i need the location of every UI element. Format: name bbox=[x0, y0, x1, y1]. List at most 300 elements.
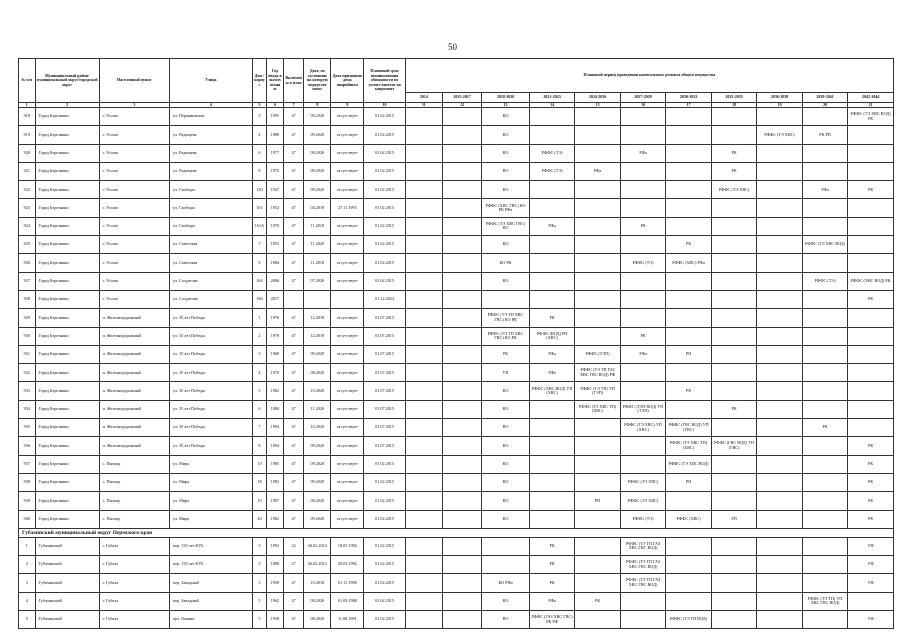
table-row bbox=[19, 217, 894, 235]
house-cell: 5 bbox=[252, 382, 266, 400]
wear-cell: 47 bbox=[283, 126, 304, 144]
plan-deadline-cell: 01.02.2015 bbox=[364, 181, 405, 199]
period-cell: РФФС (ТЭ ТП ХВС ГВС) КО РК bbox=[482, 327, 530, 345]
emergency-date-cell: 27.11.1993 bbox=[331, 199, 364, 217]
period-cell bbox=[848, 254, 894, 272]
period-cell bbox=[711, 537, 757, 555]
table-row bbox=[19, 364, 894, 382]
period-cell bbox=[529, 126, 575, 144]
period-cell bbox=[529, 108, 575, 126]
period-cell: РФа bbox=[802, 181, 848, 199]
year-cell: 1958 bbox=[267, 574, 284, 592]
period-cell: РФФС (ТЭ) bbox=[620, 510, 666, 528]
wear-cell: 47 bbox=[283, 181, 304, 199]
header-period-group: Плановый период проведения капитального ремонта общего имущества bbox=[405, 59, 893, 93]
period-cell bbox=[442, 400, 481, 418]
house-cell: 161 bbox=[252, 199, 266, 217]
header-plan-deadline: Плановый срок возникновения обязанности по уплате взносов на капремонт bbox=[364, 59, 405, 103]
year-cell: 1994 bbox=[267, 419, 284, 437]
period-cell bbox=[575, 199, 621, 217]
period-cell bbox=[666, 162, 712, 180]
period-cell bbox=[405, 592, 442, 610]
emergency-date-cell: отсутствует bbox=[331, 473, 364, 491]
period-cell: КО bbox=[482, 473, 530, 491]
period-cell bbox=[442, 327, 481, 345]
plan-deadline-cell: 01.02.2015 bbox=[364, 272, 405, 290]
year-cell: 2017 bbox=[267, 290, 284, 308]
period-cell bbox=[757, 217, 803, 235]
period-cell bbox=[405, 290, 442, 308]
period-cell bbox=[848, 217, 894, 235]
emergency-date-cell: отсутствует bbox=[331, 217, 364, 235]
period-cell: РФФС (ТЭ) bbox=[802, 272, 848, 290]
period-cell bbox=[442, 437, 481, 455]
row-number: 931 bbox=[19, 345, 36, 363]
period-cell bbox=[802, 382, 848, 400]
period-cell bbox=[711, 364, 757, 382]
period-cell: КО РФа bbox=[482, 574, 530, 592]
period-cell bbox=[848, 400, 894, 418]
settlement-cell: г. Усолье bbox=[99, 217, 169, 235]
row-number: 928 bbox=[19, 290, 36, 308]
period-cell: РФФС (ТЭ ХВС ТП) (ХВС) bbox=[666, 437, 712, 455]
period-cell bbox=[529, 236, 575, 254]
year-cell: 1976 bbox=[267, 309, 284, 327]
period-cell bbox=[529, 437, 575, 455]
emergency-date-cell: 18.05.1992 bbox=[331, 537, 364, 555]
period-cell bbox=[757, 181, 803, 199]
year-cell: 1962 bbox=[267, 592, 284, 610]
period-cell bbox=[405, 162, 442, 180]
condition-date-cell: 10.2020 bbox=[304, 419, 331, 437]
district-cell: Город Березники bbox=[35, 126, 99, 144]
period-cell bbox=[802, 537, 848, 555]
house-cell: 166 bbox=[252, 290, 266, 308]
period-cell: РФФС (ТЭ ТП ГАЗ ХВС ГВС ВОД) bbox=[620, 574, 666, 592]
condition-date-cell: 12.2018 bbox=[304, 309, 331, 327]
house-cell: 5 bbox=[252, 592, 266, 610]
wear-cell: 27 bbox=[283, 556, 304, 574]
settlement-cell: г. Губаха bbox=[99, 592, 169, 610]
period-cell bbox=[711, 108, 757, 126]
plan-deadline-cell: 01.02.2015 bbox=[364, 574, 405, 592]
period-cell bbox=[620, 126, 666, 144]
table-row bbox=[19, 492, 894, 510]
condition-date-cell: 26.02.2014 bbox=[304, 537, 331, 555]
period-cell: РК bbox=[529, 309, 575, 327]
settlement-cell: г. Губаха bbox=[99, 611, 169, 629]
period-cell bbox=[802, 144, 848, 162]
house-cell: 10 bbox=[252, 455, 266, 473]
condition-date-cell: 11.2018 bbox=[304, 254, 331, 272]
period-cell: РК bbox=[529, 574, 575, 592]
period-cell bbox=[575, 309, 621, 327]
period-cell bbox=[666, 199, 712, 217]
district-cell: Город Березники bbox=[35, 419, 99, 437]
period-cell bbox=[620, 611, 666, 629]
period-cell bbox=[711, 574, 757, 592]
column-number: 8 bbox=[304, 103, 331, 108]
period-cell bbox=[711, 327, 757, 345]
period-cell bbox=[848, 419, 894, 437]
plan-deadline-cell: 01.07.2015 bbox=[364, 309, 405, 327]
period-cell bbox=[757, 592, 803, 610]
period-cell bbox=[620, 108, 666, 126]
period-cell: УФ bbox=[848, 537, 894, 555]
settlement-cell: с. Пыскор bbox=[99, 492, 169, 510]
period-cell bbox=[757, 574, 803, 592]
period-cell bbox=[405, 611, 442, 629]
year-cell: 1992 bbox=[267, 537, 284, 555]
wear-cell bbox=[283, 290, 304, 308]
table-row bbox=[19, 236, 894, 254]
table-row bbox=[19, 574, 894, 592]
period-cell: РК bbox=[848, 510, 894, 528]
period-cell bbox=[666, 574, 712, 592]
wear-cell: 47 bbox=[283, 592, 304, 610]
period-cell bbox=[666, 364, 712, 382]
period-cell: РФФС (ТЭ ХВС ВОД) РК bbox=[848, 108, 894, 126]
district-cell: Город Березники bbox=[35, 492, 99, 510]
house-cell: 164 bbox=[252, 272, 266, 290]
period-cell bbox=[711, 217, 757, 235]
row-number: 1 bbox=[19, 537, 36, 555]
year-cell: 1995 bbox=[267, 108, 284, 126]
house-cell: 7 bbox=[252, 419, 266, 437]
period-cell bbox=[575, 254, 621, 272]
row-number: 940 bbox=[19, 510, 36, 528]
period-cell bbox=[620, 592, 666, 610]
district-cell: Город Березники bbox=[35, 327, 99, 345]
row-number: 922 bbox=[19, 181, 36, 199]
period-cell bbox=[711, 473, 757, 491]
house-cell: 5 bbox=[252, 611, 266, 629]
house-cell: 150 bbox=[252, 181, 266, 199]
period-cell: РФФС (ТЭ ТП ГАЗ ХВС ГВС ВОД) РФ bbox=[575, 364, 621, 382]
row-number: 924 bbox=[19, 217, 36, 235]
period-cell bbox=[666, 537, 712, 555]
header-settlement: Населенный пункт bbox=[99, 59, 169, 103]
district-cell: Город Березники bbox=[35, 345, 99, 363]
settlement-cell: г. Усолье bbox=[99, 108, 169, 126]
period-cell bbox=[575, 510, 621, 528]
wear-cell: 22 bbox=[283, 537, 304, 555]
period-cell bbox=[757, 327, 803, 345]
wear-cell: 47 bbox=[283, 144, 304, 162]
year-cell: 1988 bbox=[267, 556, 284, 574]
district-cell: Город Березники bbox=[35, 473, 99, 491]
period-cell bbox=[405, 199, 442, 217]
emergency-date-cell: отсутствует bbox=[331, 309, 364, 327]
column-number: 12 bbox=[442, 103, 481, 108]
period-cell: РК РП bbox=[802, 126, 848, 144]
period-cell bbox=[666, 181, 712, 199]
plan-deadline-cell: 01.02.2015 bbox=[364, 254, 405, 272]
period-cell bbox=[482, 290, 530, 308]
table-row bbox=[19, 181, 894, 199]
wear-cell: 47 bbox=[283, 199, 304, 217]
page-number: 50 bbox=[448, 42, 457, 52]
period-cell: РК bbox=[848, 437, 894, 455]
column-number: 18 bbox=[711, 103, 757, 108]
period-cell bbox=[405, 455, 442, 473]
emergency-date-cell: отсутствует bbox=[331, 437, 364, 455]
street-cell: ул. 35 лет Победы bbox=[169, 419, 252, 437]
row-number: 4 bbox=[19, 592, 36, 610]
wear-cell: 47 bbox=[283, 574, 304, 592]
house-cell: 4 bbox=[252, 364, 266, 382]
period-cell: РК bbox=[666, 382, 712, 400]
period-cell bbox=[711, 556, 757, 574]
condition-date-cell: 09.2020 bbox=[304, 345, 331, 363]
period-cell bbox=[666, 556, 712, 574]
plan-deadline-cell: 01.02.2015 bbox=[364, 162, 405, 180]
header-condition-date: Дата, по состоянию на которую определен износ bbox=[304, 59, 331, 103]
period-cell bbox=[442, 108, 481, 126]
period-cell bbox=[620, 437, 666, 455]
period-cell bbox=[848, 162, 894, 180]
column-number: 13 bbox=[482, 103, 530, 108]
period-cell bbox=[405, 217, 442, 235]
period-cell bbox=[529, 510, 575, 528]
header-period: 2021-2023 bbox=[529, 93, 575, 103]
period-cell bbox=[802, 437, 848, 455]
table-row bbox=[19, 272, 894, 290]
settlement-cell: г. Усолье bbox=[99, 236, 169, 254]
condition-date-cell: 10.2018 bbox=[304, 574, 331, 592]
header-period: 2042-2044 bbox=[848, 93, 894, 103]
plan-deadline-cell: 01.02.2015 bbox=[364, 510, 405, 528]
district-cell: Губахинский bbox=[35, 592, 99, 610]
condition-date-cell: 10.2020 bbox=[304, 382, 331, 400]
header-period: 2024-2026 bbox=[575, 93, 621, 103]
street-cell: ул. Мира bbox=[169, 473, 252, 491]
table-row bbox=[19, 537, 894, 555]
period-cell bbox=[529, 492, 575, 510]
plan-deadline-cell: 01.07.2015 bbox=[364, 364, 405, 382]
settlement-cell: г. Усолье bbox=[99, 181, 169, 199]
row-number: 925 bbox=[19, 236, 36, 254]
street-cell: ул. Радищева bbox=[169, 126, 252, 144]
plan-deadline-cell: 01.02.2015 bbox=[364, 236, 405, 254]
house-cell: 2 bbox=[252, 327, 266, 345]
wear-cell: 47 bbox=[283, 473, 304, 491]
house-cell: 6 bbox=[252, 144, 266, 162]
house-cell: 1 bbox=[252, 309, 266, 327]
period-cell bbox=[575, 574, 621, 592]
period-cell bbox=[529, 455, 575, 473]
column-number: 16 bbox=[620, 103, 666, 108]
period-cell bbox=[666, 272, 712, 290]
period-cell bbox=[405, 437, 442, 455]
period-cell bbox=[757, 108, 803, 126]
wear-cell: 47 bbox=[283, 272, 304, 290]
table-row bbox=[19, 254, 894, 272]
period-cell bbox=[620, 364, 666, 382]
period-cell bbox=[575, 144, 621, 162]
header-period: 2027-2029 bbox=[620, 93, 666, 103]
period-cell bbox=[442, 181, 481, 199]
period-cell: РФФС (ТЭ ХВС ГВС) КО bbox=[482, 217, 530, 235]
period-cell: КО bbox=[482, 144, 530, 162]
period-cell bbox=[848, 126, 894, 144]
settlement-cell: п. Железнодорожный bbox=[99, 382, 169, 400]
plan-deadline-cell: 01.02.2015 bbox=[364, 556, 405, 574]
period-cell: КО bbox=[482, 181, 530, 199]
emergency-date-cell: отсутствует bbox=[331, 345, 364, 363]
settlement-cell: п. Железнодорожный bbox=[99, 309, 169, 327]
district-cell: Губахинский bbox=[35, 574, 99, 592]
street-cell: ул. Советская bbox=[169, 254, 252, 272]
settlement-cell: п. Железнодорожный bbox=[99, 345, 169, 363]
plan-deadline-cell: 01.07.2015 bbox=[364, 400, 405, 418]
district-cell: Губахинский bbox=[35, 611, 99, 629]
district-cell: Город Березники bbox=[35, 272, 99, 290]
row-number: 934 bbox=[19, 400, 36, 418]
table-row bbox=[19, 611, 894, 629]
district-cell: Город Березники bbox=[35, 290, 99, 308]
period-cell bbox=[711, 592, 757, 610]
period-cell bbox=[802, 254, 848, 272]
wear-cell: 47 bbox=[283, 236, 304, 254]
row-number: 926 bbox=[19, 254, 36, 272]
period-cell bbox=[757, 611, 803, 629]
period-cell bbox=[757, 455, 803, 473]
period-cell bbox=[442, 510, 481, 528]
period-cell bbox=[405, 556, 442, 574]
period-cell bbox=[802, 345, 848, 363]
period-cell: РФФС (ТЭ ХВС ВОД) bbox=[802, 236, 848, 254]
period-cell: КО bbox=[482, 510, 530, 528]
period-cell bbox=[405, 345, 442, 363]
plan-deadline-cell: 01.12.2024 bbox=[364, 290, 405, 308]
period-cell bbox=[802, 162, 848, 180]
settlement-cell: г. Усолье bbox=[99, 290, 169, 308]
table-row bbox=[19, 327, 894, 345]
house-cell: 5 bbox=[252, 108, 266, 126]
period-cell: КО bbox=[482, 108, 530, 126]
period-cell bbox=[802, 290, 848, 308]
period-cell: РФФС (ТЭ ХВС ВОД) bbox=[666, 455, 712, 473]
column-number: 3 bbox=[99, 103, 169, 108]
period-cell bbox=[802, 400, 848, 418]
period-cell bbox=[711, 492, 757, 510]
period-cell bbox=[620, 236, 666, 254]
period-cell bbox=[575, 126, 621, 144]
period-cell bbox=[757, 199, 803, 217]
period-cell: РК bbox=[711, 400, 757, 418]
table-row bbox=[19, 455, 894, 473]
plan-deadline-cell: 01.07.2015 bbox=[364, 437, 405, 455]
condition-date-cell: 09.2020 bbox=[304, 455, 331, 473]
period-cell bbox=[405, 419, 442, 437]
emergency-date-cell: отсутствует bbox=[331, 272, 364, 290]
period-cell bbox=[620, 382, 666, 400]
table-row bbox=[19, 437, 894, 455]
year-cell: 1982 bbox=[267, 510, 284, 528]
period-cell bbox=[848, 199, 894, 217]
period-cell: РФФС (ТЭ ХВС) bbox=[757, 126, 803, 144]
period-cell: РФФС (ХВС ВОД) РК bbox=[848, 272, 894, 290]
condition-date-cell: 09.2020 bbox=[304, 181, 331, 199]
period-cell bbox=[575, 217, 621, 235]
street-cell: ул. Свободы bbox=[169, 217, 252, 235]
period-cell bbox=[711, 126, 757, 144]
period-cell bbox=[405, 327, 442, 345]
period-cell bbox=[802, 556, 848, 574]
period-cell: РФа bbox=[529, 217, 575, 235]
column-number: 9 bbox=[331, 103, 364, 108]
period-cell bbox=[802, 574, 848, 592]
emergency-date-cell: отсутствует bbox=[331, 400, 364, 418]
row-number: 930 bbox=[19, 327, 36, 345]
settlement-cell: п. Железнодорожный bbox=[99, 364, 169, 382]
period-cell bbox=[442, 345, 481, 363]
period-cell: РФФС (ГАЗ ХВС ГВС) РК РФ bbox=[529, 611, 575, 629]
period-cell bbox=[802, 199, 848, 217]
period-cell bbox=[666, 492, 712, 510]
period-cell bbox=[575, 537, 621, 555]
period-cell: КО bbox=[482, 400, 530, 418]
condition-date-cell: 09.2020 bbox=[304, 126, 331, 144]
row-number: 923 bbox=[19, 199, 36, 217]
row-number: 927 bbox=[19, 272, 36, 290]
period-cell bbox=[757, 473, 803, 491]
plan-deadline-cell: 01.02.2015 bbox=[364, 492, 405, 510]
table-row bbox=[19, 309, 894, 327]
street-cell: ул. Свободы bbox=[169, 199, 252, 217]
period-cell bbox=[529, 400, 575, 418]
period-cell bbox=[666, 290, 712, 308]
district-cell: Губахинский bbox=[35, 556, 99, 574]
period-cell bbox=[575, 437, 621, 455]
period-cell bbox=[757, 419, 803, 437]
street-cell: пер. 150 лет КУБ bbox=[169, 537, 252, 555]
row-number: 3 bbox=[19, 574, 36, 592]
condition-date-cell: 09.2020 bbox=[304, 510, 331, 528]
period-cell bbox=[802, 611, 848, 629]
street-cell: пер. Западный bbox=[169, 574, 252, 592]
period-cell: РФФС (ТЭ ТП ВОД) bbox=[666, 611, 712, 629]
condition-date-cell: 08.2020 bbox=[304, 611, 331, 629]
period-cell bbox=[757, 437, 803, 455]
period-cell bbox=[442, 455, 481, 473]
row-number: 2 bbox=[19, 556, 36, 574]
period-cell: РФа bbox=[575, 162, 621, 180]
period-cell: РФФС (ХВС ВОД) УП (ХВС) bbox=[529, 382, 575, 400]
period-cell bbox=[575, 181, 621, 199]
period-cell bbox=[405, 364, 442, 382]
period-cell bbox=[529, 290, 575, 308]
period-cell bbox=[442, 592, 481, 610]
emergency-date-cell: отсутствует bbox=[331, 364, 364, 382]
street-cell: ул. Свободы bbox=[169, 181, 252, 199]
period-cell bbox=[405, 272, 442, 290]
period-cell: РК bbox=[620, 217, 666, 235]
period-cell bbox=[405, 309, 442, 327]
period-cell bbox=[711, 290, 757, 308]
period-cell: РФа bbox=[529, 592, 575, 610]
period-cell bbox=[529, 473, 575, 491]
period-cell: РФа bbox=[529, 345, 575, 363]
table-row bbox=[19, 382, 894, 400]
year-cell: 1969 bbox=[267, 345, 284, 363]
period-cell bbox=[666, 108, 712, 126]
header-year-built: Год ввода в эксплуатацию bbox=[267, 59, 284, 103]
period-cell bbox=[442, 144, 481, 162]
column-number: 11 bbox=[405, 103, 442, 108]
year-cell: 1975 bbox=[267, 162, 284, 180]
